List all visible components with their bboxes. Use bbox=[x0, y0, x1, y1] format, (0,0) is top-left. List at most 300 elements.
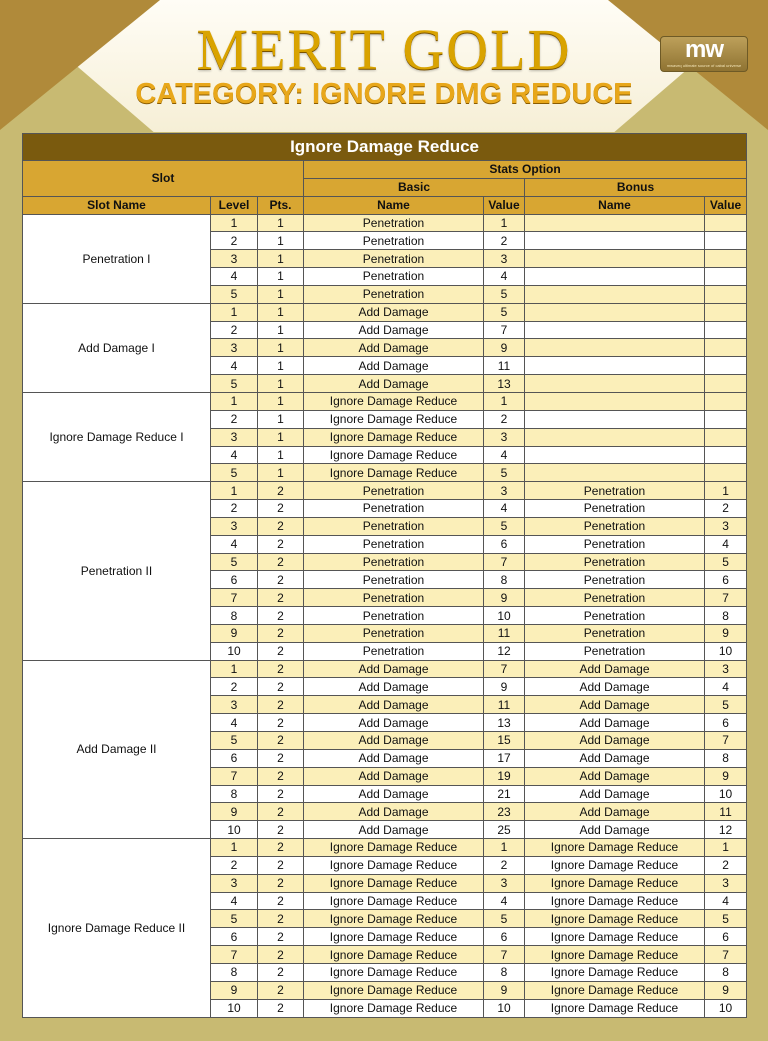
header-bonus: Bonus bbox=[525, 178, 747, 196]
pts-cell: 1 bbox=[258, 232, 304, 250]
bonus-value-cell: 4 bbox=[705, 678, 747, 696]
basic-value-cell: 3 bbox=[484, 428, 525, 446]
pts-cell: 1 bbox=[258, 464, 304, 482]
bonus-value-cell: 1 bbox=[705, 482, 747, 500]
bonus-value-cell: 7 bbox=[705, 732, 747, 750]
bonus-name-cell: Add Damage bbox=[525, 732, 705, 750]
level-cell: 8 bbox=[211, 785, 258, 803]
bonus-value-cell: 10 bbox=[705, 642, 747, 660]
pts-cell: 1 bbox=[258, 446, 304, 464]
basic-value-cell: 1 bbox=[484, 214, 525, 232]
bonus-value-cell: 12 bbox=[705, 821, 747, 839]
bonus-value-cell bbox=[705, 214, 747, 232]
pts-cell: 2 bbox=[258, 928, 304, 946]
bonus-name-cell bbox=[525, 321, 705, 339]
bonus-value-cell: 2 bbox=[705, 500, 747, 518]
pts-cell: 1 bbox=[258, 375, 304, 393]
bonus-name-cell: Penetration bbox=[525, 589, 705, 607]
pts-cell: 2 bbox=[258, 589, 304, 607]
bonus-value-cell: 4 bbox=[705, 892, 747, 910]
basic-name-cell: Penetration bbox=[304, 571, 484, 589]
logo-tagline: mwaveq ultimate source of cabal universe bbox=[666, 63, 742, 68]
bonus-name-cell: Add Damage bbox=[525, 821, 705, 839]
bonus-name-cell bbox=[525, 285, 705, 303]
bonus-name-cell: Ignore Damage Reduce bbox=[525, 892, 705, 910]
basic-value-cell: 11 bbox=[484, 357, 525, 375]
header-level: Level bbox=[211, 196, 258, 214]
basic-name-cell: Ignore Damage Reduce bbox=[304, 946, 484, 964]
basic-value-cell: 5 bbox=[484, 285, 525, 303]
level-cell: 3 bbox=[211, 874, 258, 892]
bonus-value-cell: 5 bbox=[705, 910, 747, 928]
basic-name-cell: Ignore Damage Reduce bbox=[304, 874, 484, 892]
level-cell: 5 bbox=[211, 464, 258, 482]
bonus-name-cell: Penetration bbox=[525, 553, 705, 571]
header-slot-name: Slot Name bbox=[23, 196, 211, 214]
slot-name-cell: Ignore Damage Reduce I bbox=[23, 392, 211, 481]
basic-name-cell: Add Damage bbox=[304, 749, 484, 767]
basic-value-cell: 2 bbox=[484, 410, 525, 428]
basic-name-cell: Penetration bbox=[304, 535, 484, 553]
bonus-name-cell: Ignore Damage Reduce bbox=[525, 928, 705, 946]
bonus-name-cell: Add Damage bbox=[525, 678, 705, 696]
basic-value-cell: 11 bbox=[484, 624, 525, 642]
mw-logo bbox=[660, 36, 748, 72]
basic-name-cell: Ignore Damage Reduce bbox=[304, 428, 484, 446]
pts-cell: 1 bbox=[258, 410, 304, 428]
pts-cell: 1 bbox=[258, 250, 304, 268]
bonus-value-cell bbox=[705, 285, 747, 303]
pts-cell: 2 bbox=[258, 981, 304, 999]
basic-value-cell: 5 bbox=[484, 464, 525, 482]
level-cell: 5 bbox=[211, 732, 258, 750]
basic-name-cell: Add Damage bbox=[304, 375, 484, 393]
level-cell: 9 bbox=[211, 803, 258, 821]
table-row bbox=[23, 482, 747, 500]
header-basic-name: Name bbox=[304, 196, 484, 214]
basic-value-cell: 4 bbox=[484, 446, 525, 464]
basic-name-cell: Penetration bbox=[304, 553, 484, 571]
basic-name-cell: Ignore Damage Reduce bbox=[304, 464, 484, 482]
level-cell: 5 bbox=[211, 910, 258, 928]
pts-cell: 1 bbox=[258, 357, 304, 375]
bonus-name-cell: Add Damage bbox=[525, 767, 705, 785]
pts-cell: 2 bbox=[258, 785, 304, 803]
basic-name-cell: Penetration bbox=[304, 642, 484, 660]
pts-cell: 1 bbox=[258, 321, 304, 339]
level-cell: 7 bbox=[211, 767, 258, 785]
bonus-value-cell: 6 bbox=[705, 714, 747, 732]
bonus-name-cell: Ignore Damage Reduce bbox=[525, 856, 705, 874]
bonus-name-cell: Add Damage bbox=[525, 660, 705, 678]
table-row bbox=[23, 839, 747, 857]
header-pts: Pts. bbox=[258, 196, 304, 214]
bonus-value-cell: 2 bbox=[705, 856, 747, 874]
bonus-value-cell: 9 bbox=[705, 767, 747, 785]
level-cell: 2 bbox=[211, 321, 258, 339]
basic-name-cell: Ignore Damage Reduce bbox=[304, 392, 484, 410]
pts-cell: 2 bbox=[258, 821, 304, 839]
basic-value-cell: 9 bbox=[484, 339, 525, 357]
bonus-name-cell: Penetration bbox=[525, 642, 705, 660]
pts-cell: 2 bbox=[258, 749, 304, 767]
pts-cell: 2 bbox=[258, 660, 304, 678]
slot-name-cell: Add Damage II bbox=[23, 660, 211, 838]
logo-mark: mw bbox=[684, 36, 723, 63]
basic-value-cell: 7 bbox=[484, 946, 525, 964]
basic-value-cell: 6 bbox=[484, 535, 525, 553]
level-cell: 4 bbox=[211, 892, 258, 910]
table-body bbox=[23, 214, 747, 1017]
basic-value-cell: 3 bbox=[484, 482, 525, 500]
bonus-value-cell bbox=[705, 250, 747, 268]
pts-cell: 1 bbox=[258, 214, 304, 232]
level-cell: 2 bbox=[211, 856, 258, 874]
level-cell: 1 bbox=[211, 392, 258, 410]
merit-table bbox=[22, 133, 747, 1018]
basic-name-cell: Penetration bbox=[304, 607, 484, 625]
bonus-value-cell: 5 bbox=[705, 696, 747, 714]
bonus-value-cell: 3 bbox=[705, 874, 747, 892]
table-caption: Ignore Damage Reduce bbox=[23, 134, 747, 161]
basic-name-cell: Penetration bbox=[304, 285, 484, 303]
bonus-name-cell bbox=[525, 428, 705, 446]
basic-value-cell: 10 bbox=[484, 607, 525, 625]
bonus-value-cell: 10 bbox=[705, 999, 747, 1017]
basic-name-cell: Add Damage bbox=[304, 732, 484, 750]
bonus-name-cell bbox=[525, 232, 705, 250]
bonus-name-cell: Add Damage bbox=[525, 803, 705, 821]
bonus-value-cell bbox=[705, 339, 747, 357]
basic-name-cell: Ignore Damage Reduce bbox=[304, 963, 484, 981]
header-stats-option: Stats Option bbox=[304, 161, 747, 179]
pts-cell: 2 bbox=[258, 517, 304, 535]
table-row bbox=[23, 660, 747, 678]
merit-table-wrapper bbox=[22, 133, 746, 1018]
bonus-value-cell bbox=[705, 232, 747, 250]
bonus-value-cell: 6 bbox=[705, 928, 747, 946]
bonus-value-cell bbox=[705, 303, 747, 321]
bonus-name-cell bbox=[525, 375, 705, 393]
basic-value-cell: 3 bbox=[484, 874, 525, 892]
pts-cell: 2 bbox=[258, 642, 304, 660]
bonus-name-cell bbox=[525, 464, 705, 482]
bonus-value-cell: 5 bbox=[705, 553, 747, 571]
bonus-name-cell bbox=[525, 357, 705, 375]
level-cell: 2 bbox=[211, 410, 258, 428]
bonus-name-cell: Penetration bbox=[525, 571, 705, 589]
bonus-value-cell: 10 bbox=[705, 785, 747, 803]
level-cell: 1 bbox=[211, 482, 258, 500]
bonus-name-cell: Penetration bbox=[525, 517, 705, 535]
bonus-value-cell bbox=[705, 392, 747, 410]
bonus-value-cell: 6 bbox=[705, 571, 747, 589]
level-cell: 4 bbox=[211, 714, 258, 732]
level-cell: 4 bbox=[211, 446, 258, 464]
pts-cell: 2 bbox=[258, 892, 304, 910]
bonus-name-cell: Ignore Damage Reduce bbox=[525, 874, 705, 892]
basic-name-cell: Ignore Damage Reduce bbox=[304, 981, 484, 999]
level-cell: 2 bbox=[211, 678, 258, 696]
basic-value-cell: 25 bbox=[484, 821, 525, 839]
bonus-value-cell bbox=[705, 464, 747, 482]
pts-cell: 2 bbox=[258, 571, 304, 589]
table-row bbox=[23, 392, 747, 410]
bonus-value-cell: 8 bbox=[705, 607, 747, 625]
level-cell: 6 bbox=[211, 928, 258, 946]
header-bonus-value: Value bbox=[705, 196, 747, 214]
basic-name-cell: Penetration bbox=[304, 268, 484, 286]
slot-name-cell: Ignore Damage Reduce II bbox=[23, 839, 211, 1017]
level-cell: 9 bbox=[211, 981, 258, 999]
bonus-value-cell: 7 bbox=[705, 946, 747, 964]
bonus-value-cell: 11 bbox=[705, 803, 747, 821]
bonus-name-cell: Penetration bbox=[525, 482, 705, 500]
basic-name-cell: Ignore Damage Reduce bbox=[304, 839, 484, 857]
basic-value-cell: 21 bbox=[484, 785, 525, 803]
pts-cell: 1 bbox=[258, 303, 304, 321]
basic-value-cell: 12 bbox=[484, 642, 525, 660]
basic-value-cell: 1 bbox=[484, 839, 525, 857]
level-cell: 8 bbox=[211, 963, 258, 981]
level-cell: 5 bbox=[211, 553, 258, 571]
basic-name-cell: Add Damage bbox=[304, 696, 484, 714]
bonus-name-cell bbox=[525, 392, 705, 410]
bonus-name-cell: Ignore Damage Reduce bbox=[525, 946, 705, 964]
level-cell: 7 bbox=[211, 589, 258, 607]
basic-value-cell: 8 bbox=[484, 571, 525, 589]
level-cell: 3 bbox=[211, 517, 258, 535]
basic-name-cell: Add Damage bbox=[304, 785, 484, 803]
bonus-value-cell bbox=[705, 375, 747, 393]
bonus-value-cell: 8 bbox=[705, 749, 747, 767]
bonus-value-cell bbox=[705, 357, 747, 375]
level-cell: 3 bbox=[211, 339, 258, 357]
level-cell: 3 bbox=[211, 696, 258, 714]
basic-value-cell: 1 bbox=[484, 392, 525, 410]
basic-value-cell: 5 bbox=[484, 303, 525, 321]
level-cell: 10 bbox=[211, 999, 258, 1017]
basic-value-cell: 9 bbox=[484, 981, 525, 999]
level-cell: 2 bbox=[211, 232, 258, 250]
basic-value-cell: 8 bbox=[484, 963, 525, 981]
basic-value-cell: 11 bbox=[484, 696, 525, 714]
bonus-value-cell: 1 bbox=[705, 839, 747, 857]
basic-name-cell: Penetration bbox=[304, 500, 484, 518]
bonus-name-cell: Penetration bbox=[525, 624, 705, 642]
level-cell: 8 bbox=[211, 607, 258, 625]
level-cell: 10 bbox=[211, 821, 258, 839]
basic-name-cell: Penetration bbox=[304, 624, 484, 642]
basic-value-cell: 4 bbox=[484, 500, 525, 518]
header-basic-value: Value bbox=[484, 196, 525, 214]
bonus-name-cell bbox=[525, 268, 705, 286]
basic-name-cell: Add Damage bbox=[304, 357, 484, 375]
basic-name-cell: Add Damage bbox=[304, 714, 484, 732]
basic-name-cell: Add Damage bbox=[304, 303, 484, 321]
pts-cell: 2 bbox=[258, 767, 304, 785]
bonus-value-cell: 4 bbox=[705, 535, 747, 553]
pts-cell: 2 bbox=[258, 963, 304, 981]
bonus-name-cell: Penetration bbox=[525, 607, 705, 625]
basic-value-cell: 2 bbox=[484, 856, 525, 874]
basic-name-cell: Ignore Damage Reduce bbox=[304, 892, 484, 910]
basic-name-cell: Penetration bbox=[304, 482, 484, 500]
basic-value-cell: 7 bbox=[484, 553, 525, 571]
basic-name-cell: Ignore Damage Reduce bbox=[304, 446, 484, 464]
basic-name-cell: Add Damage bbox=[304, 339, 484, 357]
header-bonus-name: Name bbox=[525, 196, 705, 214]
page-subtitle: CATEGORY: IGNORE DMG REDUCE bbox=[135, 78, 633, 110]
level-cell: 9 bbox=[211, 624, 258, 642]
basic-name-cell: Add Damage bbox=[304, 660, 484, 678]
bonus-name-cell: Add Damage bbox=[525, 785, 705, 803]
header-basic: Basic bbox=[304, 178, 525, 196]
level-cell: 4 bbox=[211, 535, 258, 553]
basic-value-cell: 3 bbox=[484, 250, 525, 268]
level-cell: 1 bbox=[211, 214, 258, 232]
bonus-value-cell: 9 bbox=[705, 981, 747, 999]
level-cell: 1 bbox=[211, 303, 258, 321]
basic-value-cell: 13 bbox=[484, 714, 525, 732]
bonus-name-cell: Add Damage bbox=[525, 714, 705, 732]
bonus-name-cell bbox=[525, 250, 705, 268]
basic-name-cell: Ignore Damage Reduce bbox=[304, 856, 484, 874]
basic-name-cell: Penetration bbox=[304, 232, 484, 250]
basic-value-cell: 17 bbox=[484, 749, 525, 767]
level-cell: 7 bbox=[211, 946, 258, 964]
basic-value-cell: 7 bbox=[484, 321, 525, 339]
pts-cell: 2 bbox=[258, 856, 304, 874]
pts-cell: 2 bbox=[258, 696, 304, 714]
pts-cell: 1 bbox=[258, 392, 304, 410]
pts-cell: 2 bbox=[258, 732, 304, 750]
level-cell: 1 bbox=[211, 660, 258, 678]
basic-name-cell: Penetration bbox=[304, 214, 484, 232]
level-cell: 4 bbox=[211, 268, 258, 286]
bonus-name-cell bbox=[525, 214, 705, 232]
pts-cell: 2 bbox=[258, 999, 304, 1017]
basic-value-cell: 2 bbox=[484, 232, 525, 250]
basic-value-cell: 9 bbox=[484, 678, 525, 696]
basic-name-cell: Penetration bbox=[304, 589, 484, 607]
level-cell: 5 bbox=[211, 285, 258, 303]
bonus-name-cell: Add Damage bbox=[525, 696, 705, 714]
basic-value-cell: 5 bbox=[484, 517, 525, 535]
level-cell: 10 bbox=[211, 642, 258, 660]
level-cell: 3 bbox=[211, 428, 258, 446]
bonus-name-cell bbox=[525, 446, 705, 464]
basic-value-cell: 15 bbox=[484, 732, 525, 750]
basic-value-cell: 13 bbox=[484, 375, 525, 393]
slot-name-cell: Penetration I bbox=[23, 214, 211, 303]
basic-value-cell: 4 bbox=[484, 892, 525, 910]
pts-cell: 2 bbox=[258, 607, 304, 625]
basic-name-cell: Penetration bbox=[304, 250, 484, 268]
page-title: MERIT GOLD bbox=[196, 17, 572, 82]
pts-cell: 1 bbox=[258, 268, 304, 286]
basic-value-cell: 4 bbox=[484, 268, 525, 286]
bonus-name-cell bbox=[525, 303, 705, 321]
table-row bbox=[23, 303, 747, 321]
level-cell: 4 bbox=[211, 357, 258, 375]
pts-cell: 1 bbox=[258, 339, 304, 357]
pts-cell: 1 bbox=[258, 428, 304, 446]
pts-cell: 2 bbox=[258, 946, 304, 964]
pts-cell: 2 bbox=[258, 839, 304, 857]
level-cell: 5 bbox=[211, 375, 258, 393]
bonus-name-cell: Penetration bbox=[525, 535, 705, 553]
basic-value-cell: 10 bbox=[484, 999, 525, 1017]
basic-name-cell: Add Damage bbox=[304, 678, 484, 696]
bonus-value-cell bbox=[705, 268, 747, 286]
basic-name-cell: Penetration bbox=[304, 517, 484, 535]
bonus-name-cell: Ignore Damage Reduce bbox=[525, 963, 705, 981]
level-cell: 2 bbox=[211, 500, 258, 518]
bonus-value-cell: 3 bbox=[705, 517, 747, 535]
pts-cell: 2 bbox=[258, 535, 304, 553]
pts-cell: 2 bbox=[258, 678, 304, 696]
bonus-name-cell: Ignore Damage Reduce bbox=[525, 910, 705, 928]
pts-cell: 2 bbox=[258, 910, 304, 928]
pts-cell: 2 bbox=[258, 803, 304, 821]
level-cell: 6 bbox=[211, 749, 258, 767]
bonus-value-cell bbox=[705, 428, 747, 446]
pts-cell: 2 bbox=[258, 553, 304, 571]
basic-value-cell: 23 bbox=[484, 803, 525, 821]
pts-cell: 2 bbox=[258, 482, 304, 500]
pts-cell: 2 bbox=[258, 874, 304, 892]
basic-value-cell: 9 bbox=[484, 589, 525, 607]
basic-name-cell: Ignore Damage Reduce bbox=[304, 410, 484, 428]
pts-cell: 2 bbox=[258, 624, 304, 642]
basic-name-cell: Add Damage bbox=[304, 321, 484, 339]
bonus-value-cell: 3 bbox=[705, 660, 747, 678]
basic-name-cell: Ignore Damage Reduce bbox=[304, 910, 484, 928]
bonus-name-cell: Ignore Damage Reduce bbox=[525, 981, 705, 999]
basic-value-cell: 5 bbox=[484, 910, 525, 928]
basic-name-cell: Add Damage bbox=[304, 767, 484, 785]
basic-value-cell: 6 bbox=[484, 928, 525, 946]
bonus-value-cell: 7 bbox=[705, 589, 747, 607]
basic-value-cell: 19 bbox=[484, 767, 525, 785]
slot-name-cell: Penetration II bbox=[23, 482, 211, 660]
bonus-value-cell bbox=[705, 446, 747, 464]
header-slot: Slot bbox=[23, 161, 304, 197]
bonus-value-cell bbox=[705, 410, 747, 428]
basic-value-cell: 7 bbox=[484, 660, 525, 678]
bonus-name-cell: Add Damage bbox=[525, 749, 705, 767]
level-cell: 1 bbox=[211, 839, 258, 857]
bonus-name-cell bbox=[525, 410, 705, 428]
bonus-value-cell: 8 bbox=[705, 963, 747, 981]
bonus-name-cell bbox=[525, 339, 705, 357]
basic-name-cell: Ignore Damage Reduce bbox=[304, 928, 484, 946]
pts-cell: 2 bbox=[258, 714, 304, 732]
pts-cell: 2 bbox=[258, 500, 304, 518]
bonus-value-cell: 9 bbox=[705, 624, 747, 642]
bonus-name-cell: Penetration bbox=[525, 500, 705, 518]
bonus-name-cell: Ignore Damage Reduce bbox=[525, 839, 705, 857]
table-row bbox=[23, 214, 747, 232]
slot-name-cell: Add Damage I bbox=[23, 303, 211, 392]
level-cell: 3 bbox=[211, 250, 258, 268]
bonus-value-cell bbox=[705, 321, 747, 339]
basic-name-cell: Add Damage bbox=[304, 803, 484, 821]
basic-name-cell: Add Damage bbox=[304, 821, 484, 839]
basic-name-cell: Ignore Damage Reduce bbox=[304, 999, 484, 1017]
pts-cell: 1 bbox=[258, 285, 304, 303]
